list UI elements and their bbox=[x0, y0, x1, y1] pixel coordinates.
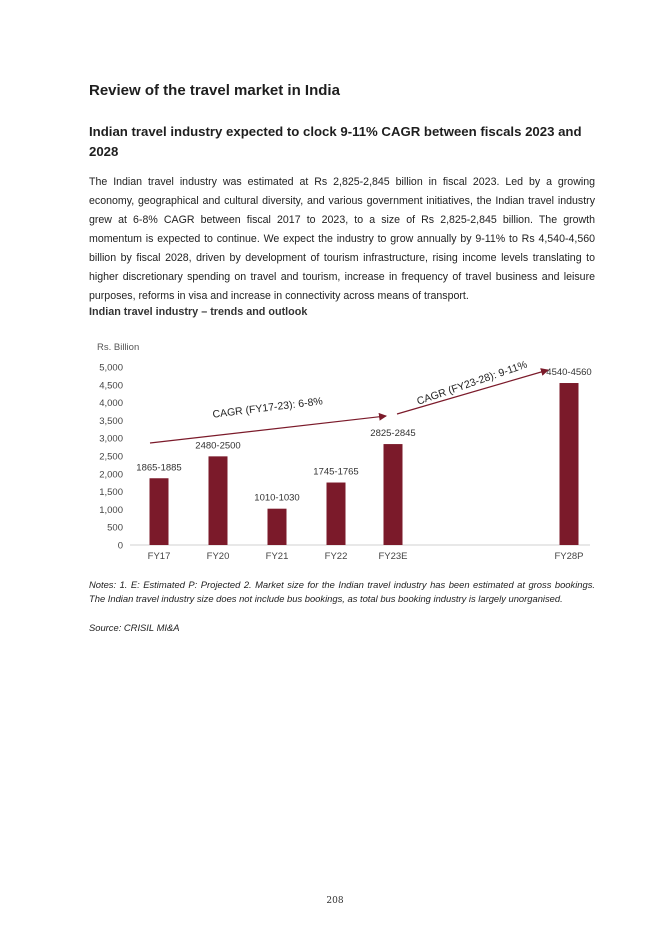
y-tick-label: 4,000 bbox=[99, 398, 123, 410]
y-tick-label: 0 bbox=[117, 540, 123, 552]
data-label: 1865-1885 bbox=[136, 462, 182, 474]
data-label: 4540-4560 bbox=[546, 367, 592, 379]
data-label: 2825-2845 bbox=[370, 428, 416, 440]
bar-fy21 bbox=[268, 509, 287, 545]
y-tick-label: 5,000 bbox=[99, 362, 123, 374]
bar-fy17 bbox=[150, 478, 169, 545]
data-label: 1745-1765 bbox=[313, 466, 359, 478]
chart-notes: Notes: 1. E: Estimated P: Projected 2. Market size for the Indian travel industry has been estimated at gross bookings. The Indian travel industry size does not include bus bookings, as total bus booking industry is largely unorganised. bbox=[89, 579, 595, 604]
chart-caption: Indian travel industry – trends and outlook bbox=[89, 306, 308, 318]
y-axis-label: Rs. Billion bbox=[97, 342, 140, 353]
x-tick-label: FY20 bbox=[206, 551, 230, 562]
bar-fy20 bbox=[209, 456, 228, 545]
section-title: Review of the travel market in India bbox=[89, 82, 340, 99]
bar-fy28p bbox=[560, 383, 579, 545]
y-tick-label: 500 bbox=[107, 522, 123, 534]
page-number: 208 bbox=[326, 896, 344, 906]
y-tick-label: 4,500 bbox=[99, 380, 123, 392]
data-label: 2480-2500 bbox=[195, 440, 241, 452]
y-tick-label: 2,000 bbox=[99, 469, 123, 481]
y-tick-label: 2,500 bbox=[99, 451, 123, 463]
y-tick-label: 3,500 bbox=[99, 415, 123, 427]
cagr-arrow-fy17-fy23 bbox=[150, 416, 386, 443]
cagr-label-fy17-fy23: CAGR (FY17-23): 6-8% bbox=[211, 395, 324, 421]
chart-source: Source: CRISIL MI&A bbox=[89, 622, 180, 633]
body-paragraph: The Indian travel industry was estimated at Rs 2,825-2,845 billion in fiscal 2023. Led by a growing economy, geographical and cultural diversity, and various government initiatives, the Indian travel industry grew at 6-8% CAGR between fiscal 2017 to 2023, to a size of Rs 2,825-2,845 billion. The growth momentum is expected to continue. We expect the industry to grow annually by 9-11% to Rs 4,540-4,560 billion by fiscal 2028, driven by development of tourism infrastructure, rising income levels translating to higher discretionary spending on travel and tourism, increase in frequency of travel business and leisure purposes, reforms in visa and increase in connectivity across means of transport. bbox=[89, 176, 595, 302]
y-tick-label: 3,000 bbox=[99, 433, 123, 445]
bar-fy23e bbox=[384, 444, 403, 545]
x-tick-label: FY28P bbox=[554, 551, 584, 562]
subsection-title: Indian travel industry expected to clock 9-11% CAGR between fiscals 2023 and 2028 bbox=[89, 124, 582, 159]
x-tick-label: FY17 bbox=[147, 551, 171, 562]
data-label: 1010-1030 bbox=[254, 492, 300, 504]
bar-fy22 bbox=[327, 483, 346, 545]
x-tick-label: FY21 bbox=[265, 551, 289, 562]
y-tick-label: 1,500 bbox=[99, 487, 123, 499]
x-tick-label: FY22 bbox=[324, 551, 348, 562]
x-tick-label: FY23E bbox=[378, 551, 408, 562]
cagr-label-fy23-fy28: CAGR (FY23-28): 9-11% bbox=[415, 358, 529, 408]
y-tick-label: 1,000 bbox=[99, 504, 123, 516]
